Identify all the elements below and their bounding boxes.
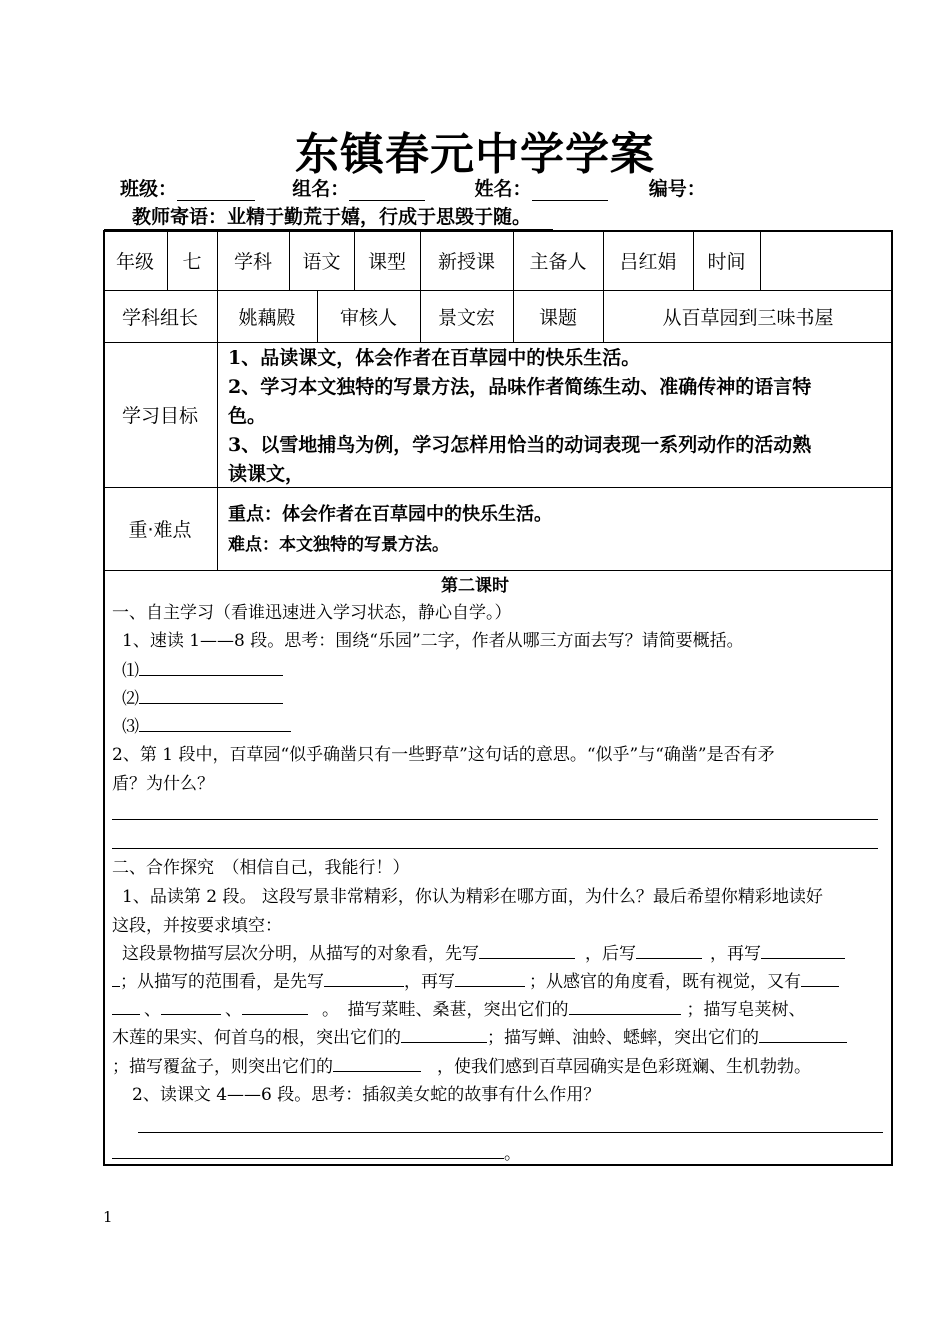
subject-label: 学科	[233, 250, 272, 273]
fill-line-5: ；描写覆盆子，则突出它们的 ，使我们感到百草园确实是色彩斑斓、生机勃勃。	[112, 1057, 811, 1077]
p2-question-1-line1: 1、品读第 2 段。 这段写景非常精彩，你认为精彩在哪方面，为什么？最后希望你精彩地读好	[122, 887, 823, 907]
fill-blank[interactable]	[324, 970, 404, 987]
fill-blank[interactable]	[801, 970, 839, 987]
leader-value: 姚藕殿	[238, 306, 296, 329]
reviewer-label: 审核人	[339, 306, 397, 329]
question-2-line1: 2、第 1 段中，百草园“似乎确凿只有一些野草”这句话的意思。“似乎”与“确凿”是否有矛	[112, 745, 775, 765]
answer-blank-3[interactable]: ⑶	[122, 713, 291, 741]
goal-line: 2、学习本文独特的写景方法，品味作者简练生动、准确传神的语言特	[228, 376, 812, 398]
name-label: 姓名：	[474, 178, 532, 200]
number-label: 编号：	[648, 178, 706, 200]
answer-line[interactable]	[112, 1142, 504, 1159]
answer-line[interactable]	[138, 1132, 883, 1133]
difficult-point: 难点：本文独特的写景方法。	[228, 535, 449, 555]
goal-line: 1、品读课文，体会作者在百草园中的快乐生活。	[228, 347, 641, 369]
grade-value: 七	[182, 250, 202, 273]
group-field[interactable]	[349, 182, 425, 201]
time-value[interactable]	[760, 230, 893, 290]
preparer-label: 主备人	[529, 250, 587, 273]
teacher-motto: 教师寄语：业精于勤荒于嬉，行成于思毁于随。	[104, 205, 553, 230]
topic-value: 从百草园到三味书屋	[662, 306, 834, 329]
fill-blank[interactable]	[455, 970, 525, 987]
fill-blank[interactable]	[636, 942, 702, 959]
p2-question-1-line2: 这段，并按要求填空：	[112, 916, 282, 936]
leader-label: 学科组长	[121, 306, 198, 329]
fill-blank[interactable]	[479, 942, 575, 959]
fill-line-2: ；从描写的范围看，是先写 ，再写 ；从感官的角度看，既有视觉，又有	[112, 968, 839, 996]
fill-blank[interactable]	[569, 998, 681, 1015]
fill-blank[interactable]	[761, 942, 845, 959]
fill-blank[interactable]	[112, 998, 140, 1015]
keypoints-content	[228, 500, 552, 560]
final-answer-line: 。	[112, 1140, 521, 1168]
subject-value: 语文	[302, 250, 341, 273]
fill-line-1: 这段景物描写层次分明，从描写的对象看，先写 ，后写 ，再写	[122, 940, 845, 968]
answer-line[interactable]	[112, 848, 878, 849]
answer-blank-1[interactable]: ⑴	[122, 657, 283, 685]
fill-line-3: 、 、 。 描写菜畦、桑葚，突出它们的 ；描写皂荚树、	[112, 996, 806, 1024]
fill-blank[interactable]	[242, 998, 308, 1015]
fill-line-4: 木莲的果实、何首乌的根，突出它们的 ；描写蝉、油蛉、蟋蟀，突出它们的	[112, 1024, 847, 1052]
class-label: 班级：	[120, 178, 178, 200]
header-fields	[120, 174, 706, 201]
part2-title: 二、合作探究 （相信自己，我能行！）	[112, 858, 410, 878]
page-number: 1	[103, 1208, 113, 1226]
fill-blank[interactable]	[112, 970, 120, 987]
goal-line: 读课文，	[228, 463, 305, 485]
keypoints-label: 重·难点	[128, 519, 192, 541]
class-field[interactable]	[177, 182, 255, 201]
fill-blank[interactable]	[333, 1055, 421, 1072]
fill-blank[interactable]	[161, 998, 221, 1015]
document-title: 东镇春元中学学案	[295, 129, 655, 180]
part1-title: 一、自主学习（看谁迅速进入学习状态，静心自学。）	[112, 603, 512, 623]
group-label: 组名：	[292, 178, 350, 200]
type-value: 新授课	[437, 250, 495, 273]
goal-line: 3、以雪地捕鸟为例，学习怎样用恰当的动词表现一系列动作的活动熟	[228, 434, 812, 456]
learning-goals	[228, 344, 888, 489]
topic-label: 课题	[538, 306, 577, 329]
answer-blank-2[interactable]: ⑵	[122, 685, 283, 713]
time-label: 时间	[707, 250, 746, 273]
type-label: 课型	[367, 250, 406, 273]
answer-line[interactable]	[112, 819, 878, 820]
goals-label: 学习目标	[121, 405, 198, 427]
name-field[interactable]	[532, 182, 608, 201]
question-1: 1、速读 1——8 段。思考：围绕“乐园”二字，作者从哪三方面去写？请简要概括。	[122, 631, 744, 651]
session-title: 第二课时	[441, 576, 509, 596]
question-2-line2: 盾？为什么？	[112, 774, 214, 794]
goal-line: 色。	[228, 405, 267, 427]
preparer-value: 吕红娟	[619, 250, 677, 273]
fill-blank[interactable]	[759, 1026, 847, 1043]
p2-question-2: 2、读课文 4——6 段。思考：插叙美女蛇的故事有什么作用？	[132, 1085, 601, 1105]
reviewer-value: 景文宏	[437, 306, 495, 329]
fill-blank[interactable]	[401, 1026, 487, 1043]
grade-label: 年级	[115, 250, 154, 273]
key-point: 重点：体会作者在百草园中的快乐生活。	[228, 504, 552, 525]
